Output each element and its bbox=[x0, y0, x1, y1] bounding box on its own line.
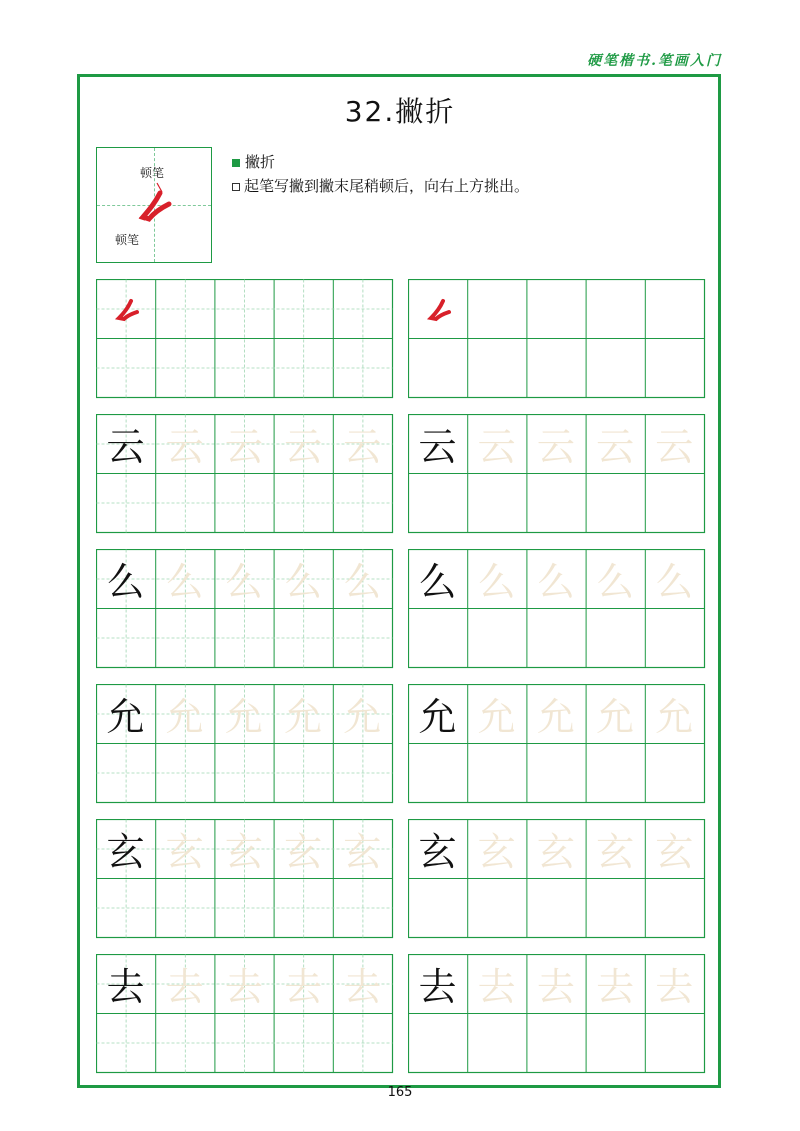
trace-character: 玄 bbox=[536, 830, 575, 874]
trace-character: 玄 bbox=[224, 830, 263, 874]
model-character: 去 bbox=[106, 965, 145, 1009]
trace-character: 云 bbox=[536, 425, 575, 469]
trace-character: 云 bbox=[284, 425, 323, 469]
practice-grid bbox=[408, 954, 706, 1074]
practice-grid bbox=[96, 684, 394, 804]
practice-grid bbox=[408, 414, 706, 534]
trace-character: 允 bbox=[343, 695, 382, 739]
practice-grid bbox=[96, 414, 394, 534]
trace-character: 允 bbox=[224, 695, 263, 739]
practice-grid bbox=[96, 954, 394, 1074]
trace-character: 么 bbox=[536, 560, 575, 604]
model-character: 玄 bbox=[106, 830, 145, 874]
model-character: 云 bbox=[106, 425, 145, 469]
trace-character: 允 bbox=[477, 695, 516, 739]
stroke-demo-box bbox=[96, 147, 212, 263]
trace-character: 玄 bbox=[165, 830, 204, 874]
trace-character: 允 bbox=[655, 695, 694, 739]
stroke-name: 撇折 bbox=[245, 153, 276, 171]
model-character: 允 bbox=[106, 695, 145, 739]
trace-character: 云 bbox=[224, 425, 263, 469]
trace-character: 么 bbox=[596, 560, 635, 604]
trace-character: 云 bbox=[343, 425, 382, 469]
stroke-description bbox=[232, 150, 529, 198]
trace-character: 云 bbox=[596, 425, 635, 469]
trace-character: 允 bbox=[165, 695, 204, 739]
trace-character: 去 bbox=[224, 965, 263, 1009]
practice-grid bbox=[408, 279, 706, 399]
trace-character: 云 bbox=[655, 425, 694, 469]
practice-grid bbox=[408, 684, 706, 804]
series-header: 硬笔楷书.笔画入门 bbox=[587, 53, 722, 69]
trace-character: 去 bbox=[596, 965, 635, 1009]
trace-character: 玄 bbox=[343, 830, 382, 874]
demo-label-top: 顿笔 bbox=[140, 166, 165, 180]
page-number: 165 bbox=[387, 1085, 413, 1100]
model-character: 么 bbox=[418, 560, 457, 604]
trace-character: 云 bbox=[165, 425, 204, 469]
trace-character: 玄 bbox=[655, 830, 694, 874]
trace-character: 玄 bbox=[596, 830, 635, 874]
trace-character: 么 bbox=[284, 560, 323, 604]
trace-character: 云 bbox=[477, 425, 516, 469]
model-character: 云 bbox=[418, 425, 457, 469]
stroke-instruction: 起笔写撇到撇末尾稍顿后，向右上方挑出。 bbox=[244, 177, 530, 195]
trace-character: 么 bbox=[165, 560, 204, 604]
model-character: 去 bbox=[418, 965, 457, 1009]
trace-character: 去 bbox=[536, 965, 575, 1009]
model-character: 玄 bbox=[418, 830, 457, 874]
trace-character: 允 bbox=[536, 695, 575, 739]
trace-character: 么 bbox=[477, 560, 516, 604]
trace-character: 去 bbox=[284, 965, 323, 1009]
trace-character: 去 bbox=[165, 965, 204, 1009]
trace-character: 去 bbox=[655, 965, 694, 1009]
lesson-title: 32.撇折 bbox=[344, 95, 456, 128]
trace-character: 允 bbox=[284, 695, 323, 739]
practice-grid bbox=[96, 279, 394, 399]
model-character: 允 bbox=[418, 695, 457, 739]
practice-grid bbox=[408, 819, 706, 939]
bullet-empty-icon bbox=[232, 183, 240, 191]
model-character: 么 bbox=[106, 560, 145, 604]
demo-label-bottom: 顿笔 bbox=[115, 233, 140, 247]
trace-character: 么 bbox=[224, 560, 263, 604]
trace-character: 玄 bbox=[477, 830, 516, 874]
practice-grid bbox=[96, 819, 394, 939]
trace-character: 么 bbox=[655, 560, 694, 604]
pie-zhe-stroke-icon bbox=[97, 148, 213, 264]
practice-grid bbox=[408, 549, 706, 669]
trace-character: 去 bbox=[477, 965, 516, 1009]
bullet-filled-icon bbox=[232, 159, 240, 167]
trace-character: 么 bbox=[343, 560, 382, 604]
practice-grid bbox=[96, 549, 394, 669]
trace-character: 允 bbox=[596, 695, 635, 739]
trace-character: 去 bbox=[343, 965, 382, 1009]
trace-character: 玄 bbox=[284, 830, 323, 874]
